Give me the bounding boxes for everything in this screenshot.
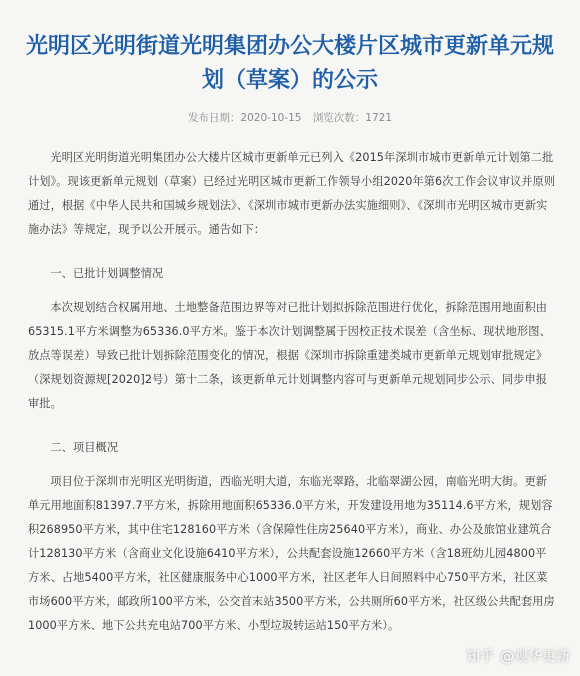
page-title: 光明区光明街道光明集团办公大楼片区城市更新单元规划（草案）的公示 bbox=[25, 34, 554, 93]
watermark bbox=[466, 646, 570, 666]
watermark-author: @观华更新 bbox=[500, 649, 570, 665]
article-body bbox=[28, 146, 556, 638]
view-count: 浏览次数：1721 bbox=[312, 112, 393, 124]
section-heading-project-overview: 二、项目概况 bbox=[50, 441, 119, 454]
section-heading-plan-adjustment: 一、已批计划调整情况 bbox=[50, 267, 164, 280]
watermark-site: 知乎 bbox=[466, 649, 494, 665]
plan-adjustment-paragraph: 本次规划结合权属用地、土地整备范围边界等对已批计划拟拆除范围进行优化，拆除范围用地面积由65315.1平方米调整为65336.0平方米。鉴于本次计划调整属于因校正技术误差（含坐标、现状地形图、放点等误差）导致已批计划拆除范围变化的情况，根据《深圳市拆除重建类城市更新单元规划审批规定》（深规划资源规[2020]2号）第十二条，该更新单元计划调整内容可与更新单元规划同步公示、同步申报审批。 bbox=[28, 301, 551, 410]
intro-paragraph: 光明区光明街道光明集团办公大楼片区城市更新单元已列入《2015年深圳市城市更新单元计划第二批计划》。现该更新单元规划（草案）已经过光明区城市更新工作领导小组2020年第6次工作会议审议并原则通过，根据《中华人民共和国城乡规划法》、《深圳市城市更新办法实施细则》、《深圳市光明区城市更新实施办法》等规定，现予以公开展示。通告如下： bbox=[28, 151, 556, 236]
project-overview-paragraph: 项目位于深圳市光明区光明街道，西临光明大道，东临光翠路，北临翠湖公园，南临光明大街。更新单元用地面积81397.7平方米，拆除用地面积65336.0平方米，开发建设用地为35114.6平方米，规划容积268950平方米，其中住宅128160平方米（含保障性住房25640平方米），商业、办公及旅馆业建筑合计128130平方米（含商业文化设施6410平方米），公共配套设施12660平方米（含18班幼儿园4800平方米、占地5400平方米，社区健康服务中心1000平方米，社区老年人日间照料中心750平方米，社区菜市场600平方米，邮政所100平方米，公交首末站3500平方米，公共厕所60平方米，社区级公共配套用房1000平方米、地下公共充电站700平方米、小型垃圾转运站150平方米）。 bbox=[28, 475, 555, 632]
article-meta bbox=[0, 110, 580, 125]
publish-date: 发布日期：2020-10-15 bbox=[187, 112, 302, 124]
